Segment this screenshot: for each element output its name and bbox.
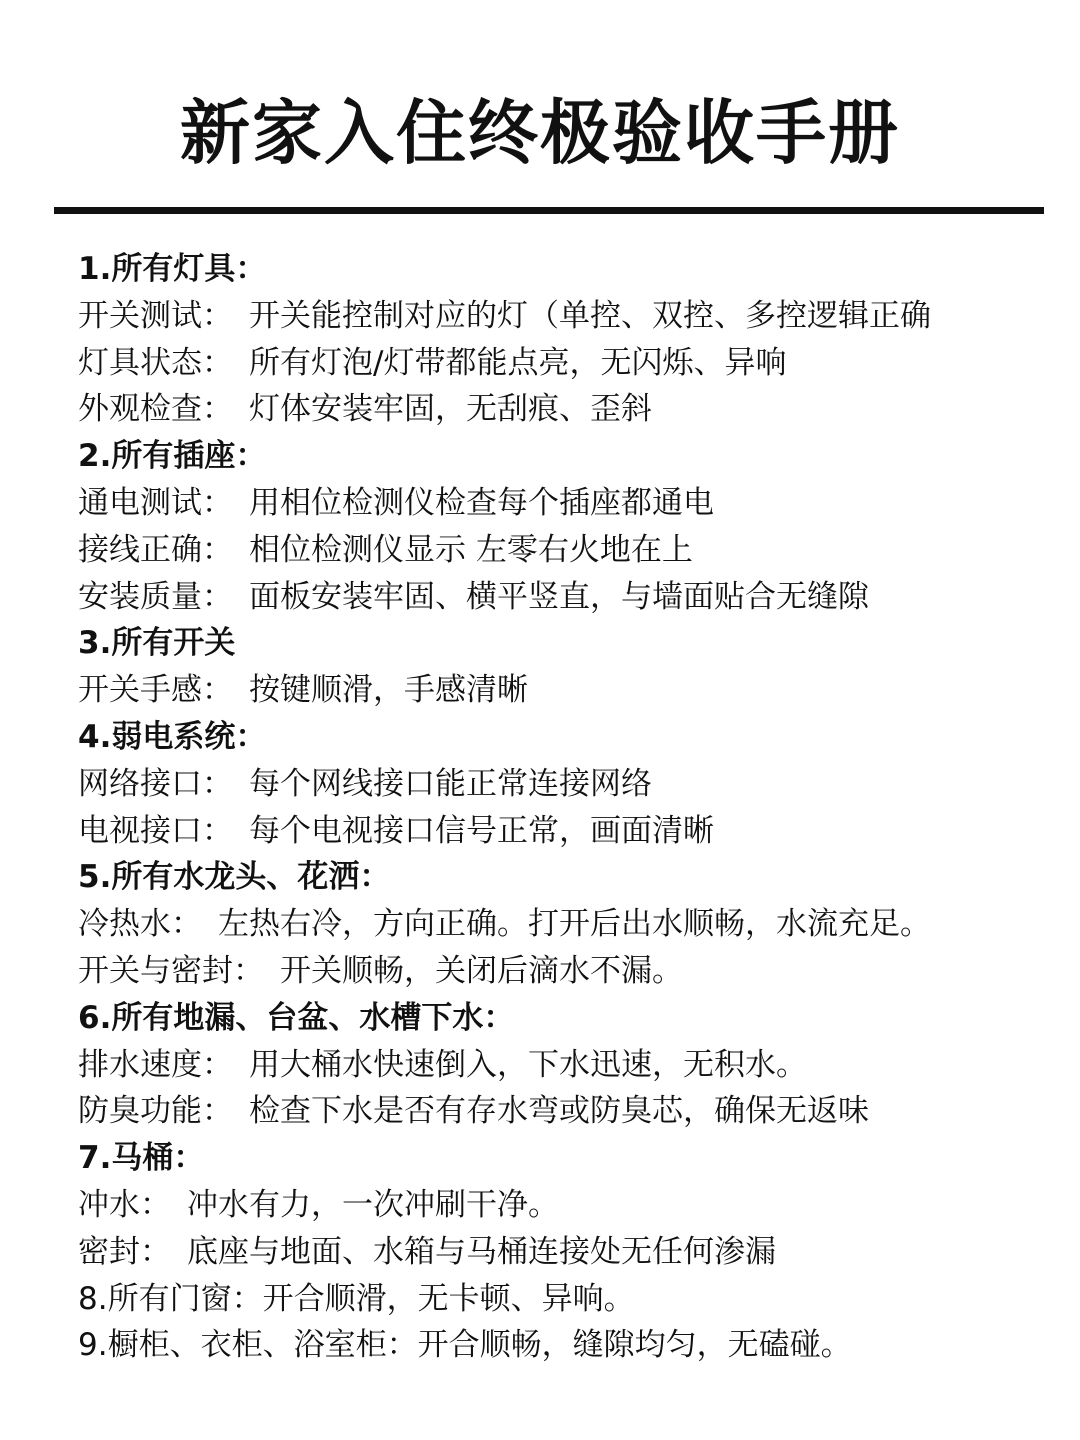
checklist-item (78, 293, 1058, 340)
item-label: 开关手感： (78, 672, 233, 709)
section-heading-drains: 6.所有地漏、台盆、水槽下水： (78, 999, 515, 1036)
item-text: 冲水有力，一次冲刷干净。 (187, 1186, 559, 1223)
checklist-item (78, 948, 1058, 995)
item-label: 开关测试： (78, 297, 233, 334)
checklist-item (78, 667, 1058, 714)
item-text: 每个电视接口信号正常，画面清晰 (249, 812, 714, 849)
checklist-item (78, 1088, 1058, 1135)
item-text: 所有灯泡/灯带都能点亮，无闪烁、异响 (249, 344, 787, 381)
section-heading-toilet: 7.马桶： (78, 1140, 205, 1177)
section-heading-faucets: 5.所有水龙头、花洒： (78, 859, 391, 896)
item-label: 外观检查： (78, 391, 233, 428)
checklist-item (78, 1229, 1058, 1276)
item-label: 安装质量： (78, 578, 233, 615)
item-text: 检查下水是否有存水弯或防臭芯，确保无返味 (249, 1093, 869, 1130)
section-heading-sockets: 2.所有插座： (78, 438, 267, 475)
checklist-item (78, 1042, 1058, 1089)
title-divider (54, 207, 1044, 214)
item-label: 防臭功能： (78, 1093, 233, 1130)
checklist (78, 246, 1058, 1369)
item-label: 灯具状态： (78, 344, 233, 381)
item-text: 开关顺畅，关闭后滴水不漏。 (280, 952, 683, 989)
item-label: 开关与密封： (78, 952, 264, 989)
item-text: 用相位检测仪检查每个插座都通电 (249, 484, 714, 521)
item-label: 网络接口： (78, 765, 233, 802)
checklist-item (78, 901, 1058, 948)
checklist-item (78, 1182, 1058, 1229)
item-text: 开关能控制对应的灯（单控、双控、多控逻辑正确 (249, 297, 931, 334)
checklist-item (78, 340, 1058, 387)
item-label: 接线正确： (78, 531, 233, 568)
item-label: 冷热水： (78, 906, 202, 943)
checklist-item-doors-windows: 8.所有门窗：开合顺滑，无卡顿、异响。 (78, 1280, 635, 1317)
item-text: 底座与地面、水箱与马桶连接处无任何渗漏 (187, 1233, 776, 1270)
item-label: 冲水： (78, 1186, 171, 1223)
checklist-item (78, 527, 1058, 574)
item-label: 电视接口： (78, 812, 233, 849)
section-heading-low-voltage: 4.弱电系统： (78, 718, 267, 755)
checklist-item (78, 480, 1058, 527)
item-text: 灯体安装牢固，无刮痕、歪斜 (249, 391, 652, 428)
item-label: 排水速度： (78, 1046, 233, 1083)
item-label: 通电测试： (78, 484, 233, 521)
item-text: 每个网线接口能正常连接网络 (249, 765, 652, 802)
checklist-item (78, 386, 1058, 433)
item-text: 面板安装牢固、横平竖直，与墙面贴合无缝隙 (249, 578, 869, 615)
item-label: 密封： (78, 1233, 171, 1270)
page-title: 新家入住终极验收手册 (180, 92, 900, 174)
checklist-item (78, 574, 1058, 621)
item-text: 用大桶水快速倒入，下水迅速，无积水。 (249, 1046, 807, 1083)
section-heading-switches: 3.所有开关 (78, 625, 236, 662)
checklist-item (78, 761, 1058, 808)
item-text: 按键顺滑，手感清晰 (249, 672, 528, 709)
checklist-item-cabinets: 9.橱柜、衣柜、浴室柜：开合顺畅，缝隙均匀，无磕碰。 (78, 1327, 852, 1364)
section-heading-lights: 1.所有灯具： (78, 251, 267, 287)
checklist-item (78, 808, 1058, 855)
item-text: 相位检测仪显示 左零右火地在上 (249, 531, 693, 568)
item-text: 左热右冷，方向正确。打开后出水顺畅，水流充足。 (218, 906, 931, 943)
